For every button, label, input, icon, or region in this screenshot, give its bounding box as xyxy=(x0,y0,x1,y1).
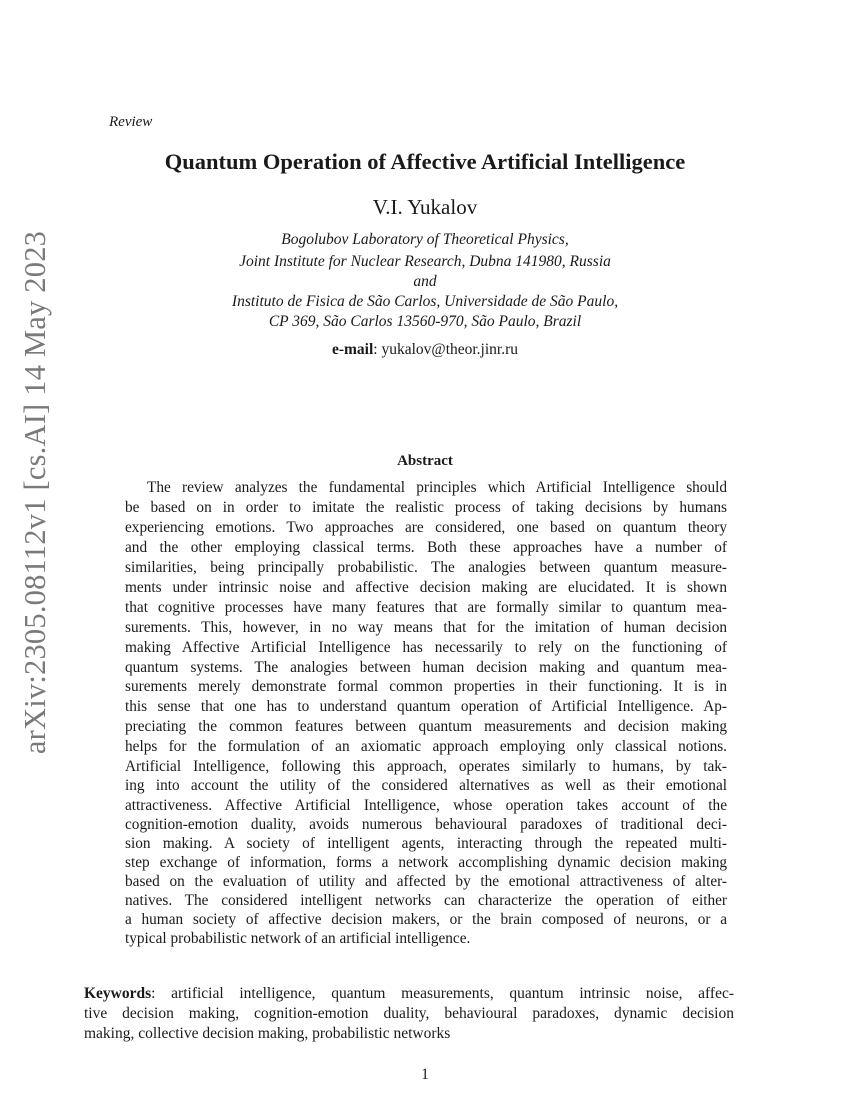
keywords-label: Keywords xyxy=(84,985,152,1002)
article-type-label: Review xyxy=(109,114,153,130)
paper-title: Quantum Operation of Affective Artificial Intelligence xyxy=(164,149,686,174)
abstract-line: sion making. A society of intelligent agents, interacting through the repeated multi- xyxy=(125,835,727,852)
affiliation-connector: and xyxy=(413,273,437,290)
affiliation-line: CP 369, São Carlos 13560-970, São Paulo, Brazil xyxy=(268,313,582,330)
abstract-line: Artificial Intelligence, following this approach, operates similarly to humans, by tak- xyxy=(125,758,727,775)
abstract-line: this sense that one has to understand quantum operation of Artificial Intelligence. Ap- xyxy=(125,698,727,715)
abstract-line: helps for the formulation of an axiomatic approach employing only classical notions. xyxy=(125,738,727,755)
abstract-line: experiencing emotions. Two approaches are considered, one based on quantum theory xyxy=(125,519,727,536)
abstract-line: making Affective Artificial Intelligence has necessarily to rely on the functioning of xyxy=(125,639,727,656)
abstract-line: surements merely demonstrate formal common properties in their functioning. It is in xyxy=(125,678,727,695)
keywords-line: making, collective decision making, probabilistic networks xyxy=(84,1025,451,1042)
email-label: e-mail xyxy=(331,341,374,358)
abstract-line: step exchange of information, forms a network accomplishing dynamic decision making xyxy=(125,854,727,871)
abstract-line: similarities, being principally probabilistic. The analogies between quantum measure- xyxy=(125,559,727,576)
keywords-line: tive decision making, cognition-emotion duality, behavioural paradoxes, dynamic decision xyxy=(84,1005,734,1022)
abstract-line: quantum systems. The analogies between human decision making and quantum mea- xyxy=(125,659,727,676)
affiliation-line: Joint Institute for Nuclear Research, Dubna 141980, Russia xyxy=(239,253,611,270)
keywords-line xyxy=(84,984,734,1004)
abstract-line: cognition-emotion duality, avoids numerous behavioural paradoxes of traditional deci- xyxy=(125,816,727,833)
arxiv-identifier-text: arXiv:2305.08112v1 [cs.AI] 14 May 2023 xyxy=(18,230,53,755)
abstract-line: surements. This, however, in no way means that for the imitation of human decision xyxy=(125,619,727,636)
abstract-line: The review analyzes the fundamental principles which Artificial Intelligence should xyxy=(147,479,727,496)
page-number: 1 xyxy=(421,1066,429,1083)
author-name: V.I. Yukalov xyxy=(372,195,478,219)
abstract-heading: Abstract xyxy=(397,453,453,469)
keywords-separator: : xyxy=(151,985,156,1002)
abstract-line: ing into account the utility of the considered alternatives as well as their emotional xyxy=(125,777,727,794)
affiliation-line: Instituto de Fisica de São Carlos, Universidade de São Paulo, xyxy=(231,293,619,310)
abstract-line: natives. The considered intelligent networks can characterize the operation of either xyxy=(125,892,727,909)
keywords-text: artificial intelligence, quantum measurements, quantum intrinsic noise, affec- xyxy=(155,985,734,1002)
abstract-line: and the other employing classical terms. Both these approaches have a number of xyxy=(125,539,727,556)
abstract-line: be based on in order to imitate the realistic process of taking decisions by humans xyxy=(125,499,727,516)
abstract-line: a human society of affective decision makers, or the brain composed of neurons, or a xyxy=(125,911,727,928)
author-email xyxy=(0,341,850,359)
abstract-line: ments under intrinsic noise and affective decision making are elucidated. It is shown xyxy=(125,579,727,596)
email-separator: : xyxy=(373,341,378,358)
arxiv-identifier-stamp xyxy=(6,230,66,755)
email-address[interactable]: yukalov@theor.jinr.ru xyxy=(381,341,519,358)
abstract-line: attractiveness. Affective Artificial Intelligence, whose operation takes account of the xyxy=(125,797,727,814)
abstract-line: that cognitive processes have many features that are formally similar to quantum mea- xyxy=(125,599,727,616)
abstract-line: based on the evaluation of utility and affected by the emotional attractiveness of alter- xyxy=(125,873,727,890)
affiliation-line: Bogolubov Laboratory of Theoretical Physics, xyxy=(281,231,569,248)
abstract-line: typical probabilistic network of an artificial intelligence. xyxy=(125,930,471,947)
abstract-line: preciating the common features between quantum measurements and decision making xyxy=(125,718,727,735)
